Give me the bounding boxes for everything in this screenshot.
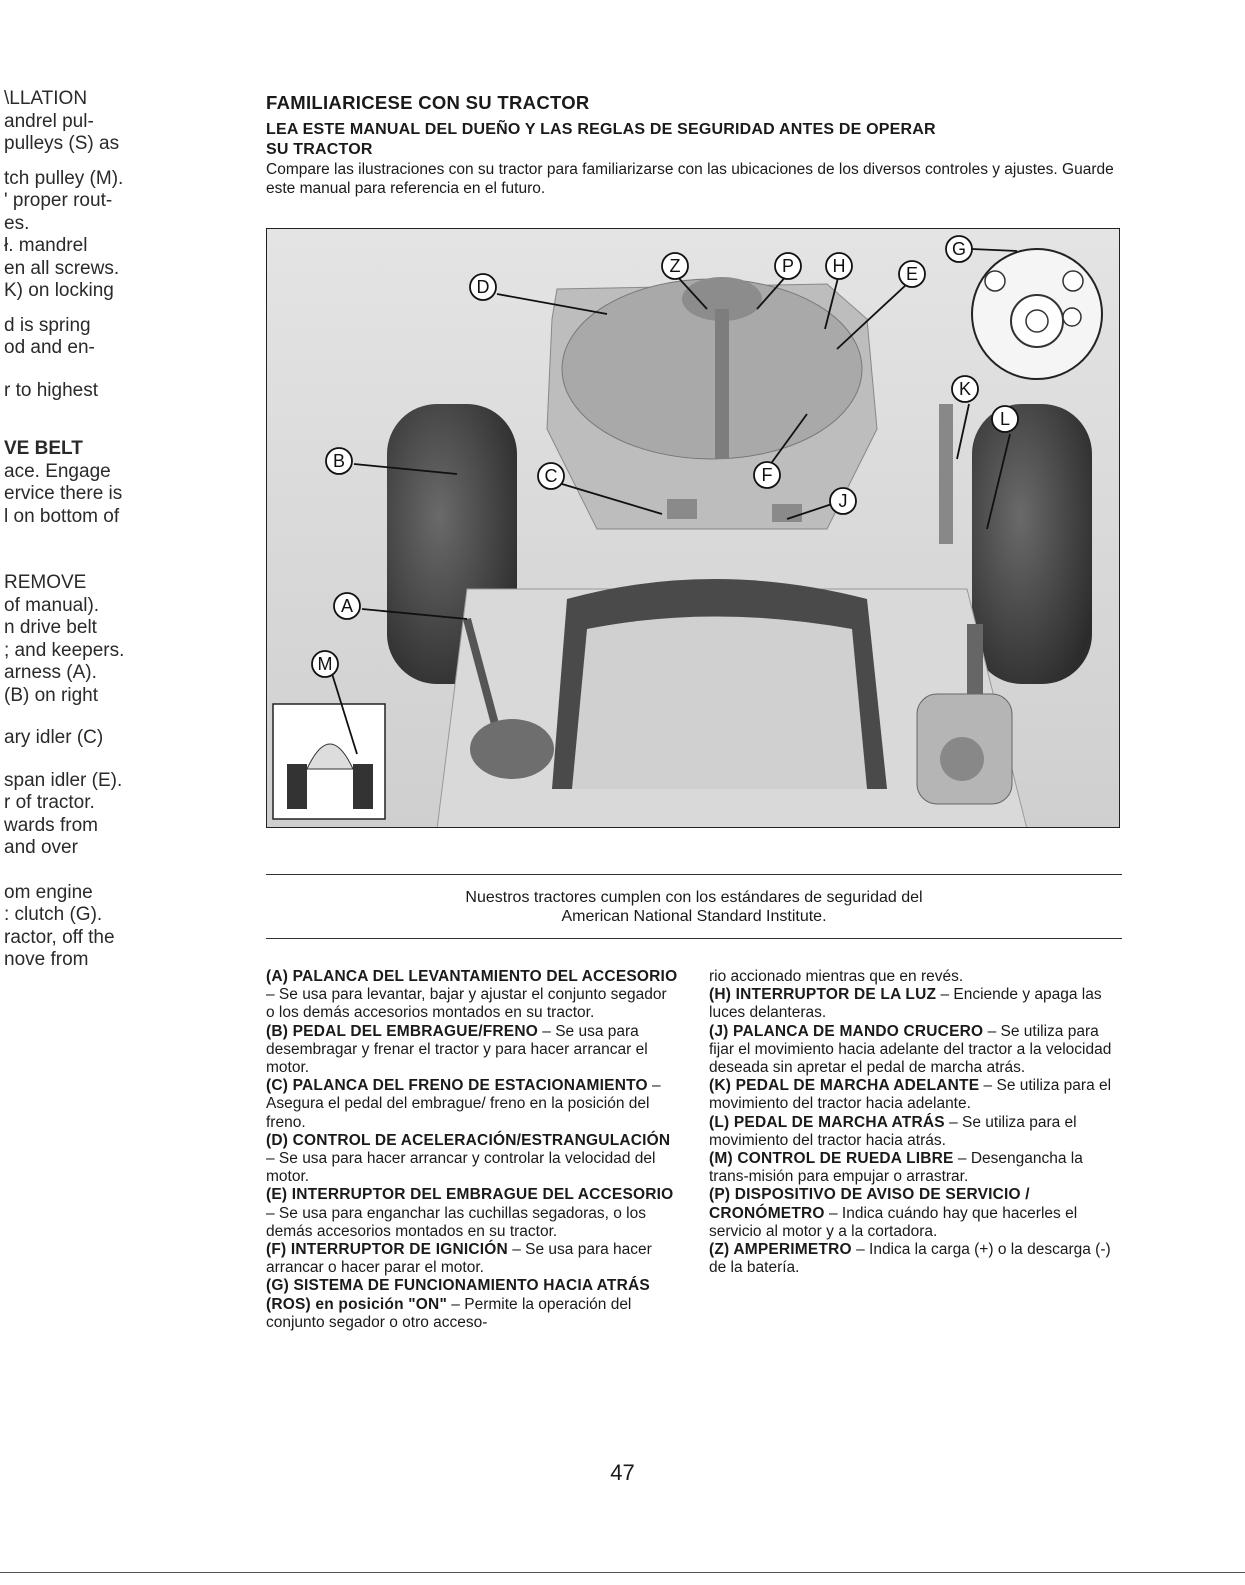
control-text: rio accionado mientras que en revés. [709, 968, 964, 985]
reverse-pedal [967, 624, 983, 694]
left-column-line: pulleys (S) as [4, 133, 120, 154]
forward-pedal [939, 404, 953, 544]
left-column-line: tch pulley (M). [4, 167, 124, 189]
seat-cushion [572, 617, 867, 790]
callout-label: A [340, 596, 354, 616]
control-label: (A) PALANCA DEL LEVANTAMIENTO DEL ACCESORIO [266, 968, 678, 985]
left-column-line: ł. mandrel [4, 235, 88, 256]
callout-label: M [317, 654, 333, 674]
control-description [266, 1186, 678, 1241]
callout-label: D [476, 277, 490, 297]
left-column-line: ervice there is [4, 483, 123, 504]
safety-standard-notice [266, 888, 1122, 926]
tractor-illustration [267, 229, 1120, 828]
page-bottom-edge [0, 1572, 1245, 1573]
callout-g [946, 236, 972, 262]
callout-d [470, 274, 496, 300]
left-column-line: ' proper rout- [4, 190, 113, 211]
control-text: – Se usa para hacer arrancar o hacer parar el motor. [266, 1241, 652, 1277]
callout-k [952, 376, 978, 402]
control-label: (C) PALANCA DEL FRENO DE ESTACIONAMIENTO [266, 1077, 648, 1095]
control-label: (B) PEDAL DEL EMBRAGUE/FRENO [266, 1022, 538, 1040]
control-text: – Se usa para levantar, bajar y ajustar el conjunto segador o los demás accesorios montados en su tractor. [266, 986, 667, 1022]
tractor-controls-figure [266, 228, 1120, 828]
callout-e [899, 261, 925, 287]
left-column-line: ractor, off the [4, 926, 115, 948]
left-column-line: r to highest [4, 379, 98, 401]
left-column-line: of manual). [4, 594, 100, 616]
callout-j [830, 488, 856, 514]
control-text: – Se utiliza para fijar el movimiento hacia adelante del tractor a la velocidad deseada sin apretar el pedal de marcha atrás. [709, 1022, 1112, 1077]
control-description [709, 1186, 1124, 1241]
callout-a [334, 593, 360, 619]
lift-lever-base [470, 719, 554, 779]
control-label: (H) INTERRUPTOR DE LA LUZ [709, 986, 937, 1004]
callout-label: E [905, 264, 919, 284]
control-text: – Se usa para enganchar las cuchillas segadoras, o los demás accesorios montados en su tractor. [266, 1204, 646, 1240]
section-title: FAMILIARICESE CON SU TRACTOR [266, 92, 590, 113]
left-column-line: l on bottom of [4, 505, 120, 527]
callout-label: P [781, 256, 795, 276]
control-text: – Indica la carga (+) o la descarga (-) de la batería. [709, 1241, 1111, 1277]
left-column-line: \LLATION [4, 88, 88, 109]
callout-label: H [832, 256, 846, 276]
control-text: – Indica cuándo hay que hacerles el servicio al motor y a la cortadora. [709, 1204, 1078, 1240]
intro-paragraph: Compare las ilustraciones con su tractor para familiarizarse con las ubicaciones de los diversos controles y ajustes. Guarde este manual para referencia en el futuro. [266, 161, 1114, 197]
left-column-line: r of tractor. [4, 792, 95, 813]
callout-label: G [951, 239, 967, 259]
control-label: (J) PALANCA DE MANDO CRUCERO [709, 1022, 984, 1040]
notice-bottom-rule [266, 938, 1122, 939]
warning-line-2: SU TRACTOR [266, 141, 373, 158]
control-text: – Desengancha la trans-misión para empujar o arrastrar. [709, 1150, 1083, 1186]
left-column-line: : clutch (G). [4, 904, 103, 925]
callout-label: C [544, 466, 558, 486]
left-column-line: K) on locking [4, 280, 114, 301]
control-description [709, 1077, 1124, 1113]
left-column-line: d is spring [4, 314, 91, 336]
left-column-line: ; and keepers. [4, 639, 125, 661]
callout-f [754, 462, 780, 488]
left-column-line: nove from [4, 949, 89, 970]
callout-label: J [838, 491, 848, 511]
left-column-line: REMOVE [4, 572, 87, 593]
steering-column [715, 309, 729, 459]
control-description [709, 1241, 1124, 1277]
control-text: – Se usa para hacer arrancar y controlar la velocidad del motor. [266, 1150, 656, 1186]
control-label: (G) SISTEMA DE FUNCIONAMIENTO HACIA ATRÁS (ROS) en posición "ON" [266, 1277, 650, 1313]
warning-line-1: LEA ESTE MANUAL DEL DUEÑO Y LAS REGLAS DE SEGURIDAD ANTES DE OPERAR [266, 121, 936, 138]
control-description [709, 1114, 1124, 1150]
callout-label: F [761, 465, 773, 485]
left-column-line: ary idler (C) [4, 727, 104, 748]
control-label: (K) PEDAL DE MARCHA ADELANTE [709, 1077, 980, 1095]
fuel-cap [940, 737, 984, 781]
left-column-line: en all screws. [4, 257, 120, 279]
control-description [709, 986, 1124, 1022]
callout-l [992, 406, 1018, 432]
pedal-left [667, 499, 697, 519]
control-description [266, 968, 678, 1023]
control-text: – Enciende y apaga las luces delanteras. [709, 986, 1102, 1022]
left-column-line: arness (A). [4, 662, 97, 683]
notice-line-1: Nuestros tractores cumplen con los estándares de seguridad del [465, 889, 923, 906]
control-label: (L) PEDAL DE MARCHA ATRÁS [709, 1113, 945, 1131]
callout-label: Z [669, 256, 681, 276]
left-column-line: om engine [4, 881, 93, 903]
left-column-line: es. [4, 212, 30, 234]
right-tire [972, 404, 1092, 684]
left-column-line: wards from [4, 814, 98, 836]
control-description [709, 1150, 1124, 1186]
left-column-line: n drive belt [4, 617, 97, 638]
control-description [709, 1023, 1124, 1078]
control-description [266, 1277, 678, 1332]
callout-label: L [999, 409, 1011, 429]
callout-label: B [332, 451, 346, 471]
control-label: (E) INTERRUPTOR DEL EMBRAGUE DEL ACCESORIO [266, 1186, 674, 1204]
control-text: – Asegura el pedal del embrague/ freno en la posición del freno. [266, 1077, 661, 1131]
control-description [266, 1132, 678, 1187]
callout-h [826, 253, 852, 279]
control-label: (M) CONTROL DE RUEDA LIBRE [709, 1150, 954, 1168]
callout-p [775, 253, 801, 279]
control-label: (D) CONTROL DE ACELERACIÓN/ESTRANGULACIÓN [266, 1131, 671, 1149]
pedal-right [772, 504, 802, 522]
control-label: (P) DISPOSITIVO DE AVISO DE SERVICIO / CRONÓMETRO [709, 1186, 1030, 1222]
callout-b [326, 448, 352, 474]
left-column-line: (B) on right [4, 684, 98, 706]
callout-m [312, 651, 338, 677]
descriptions-column-2 [709, 968, 1124, 1277]
left-column-line: andrel pul- [4, 110, 94, 132]
control-description [266, 1077, 678, 1132]
left-column-fragment [4, 88, 174, 972]
descriptions-column-1 [266, 968, 678, 1332]
left-column-line: and over [4, 837, 78, 858]
control-text: – Se utiliza para el movimiento del tractor hacia atrás. [709, 1113, 1077, 1149]
callout-c [538, 463, 564, 489]
control-text: – Se usa para desembragar y frenar el tractor y para hacer arrancar el motor. [266, 1022, 648, 1077]
notice-line-2: American National Standard Institute. [561, 908, 827, 925]
left-column-line: VE BELT [4, 438, 83, 459]
callout-label: K [958, 379, 972, 399]
section-header [266, 92, 1136, 198]
notice-top-rule [266, 874, 1122, 875]
control-text: – Se utiliza para el movimiento del tractor hacia adelante. [709, 1077, 1112, 1113]
control-label: (F) INTERRUPTOR DE IGNICIÓN [266, 1241, 508, 1259]
left-column-line: span idler (E). [4, 769, 123, 791]
control-label: (Z) AMPERIMETRO [709, 1241, 852, 1259]
callout-z [662, 253, 688, 279]
control-description [266, 1241, 678, 1277]
page-number: 47 [610, 1460, 635, 1485]
left-column-line: ace. Engage [4, 460, 111, 482]
control-text: – Permite la operación del conjunto segador o otro acceso- [266, 1295, 632, 1331]
left-column-line: od and en- [4, 337, 95, 358]
control-description [266, 1023, 678, 1078]
control-description [709, 968, 1124, 986]
